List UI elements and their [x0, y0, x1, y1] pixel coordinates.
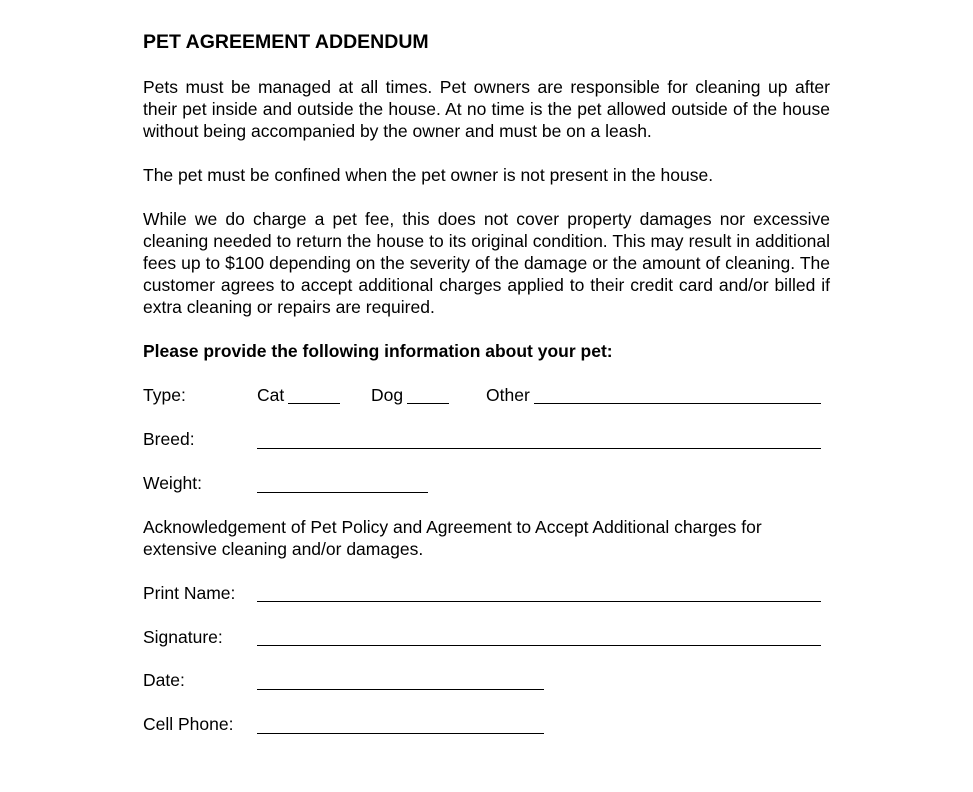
print-name-blank-line[interactable] — [257, 601, 821, 602]
pet-management-paragraph: Pets must be managed at all times. Pet owners are responsible for cleaning up after their pet inside and outside the house. At no time is the pet allowed outside of the house without being accompanied by the owner and must be on a leash. — [143, 77, 830, 141]
dog-blank-line[interactable] — [407, 403, 449, 404]
weight-label: Weight: — [143, 473, 203, 493]
acknowledgement-paragraph: Acknowledgement of Pet Policy and Agreement to Accept Additional charges for extensive cleaning and/or damages. — [143, 517, 762, 559]
type-option-cat-label: Cat — [257, 385, 285, 405]
type-option-dog — [371, 384, 403, 406]
cat-blank-line[interactable] — [288, 403, 340, 404]
type-option-other-label: Other — [486, 385, 530, 405]
cell-phone-blank-line[interactable] — [257, 733, 544, 734]
type-option-cat — [257, 384, 284, 406]
type-label: Type: — [143, 385, 186, 405]
other-blank-line[interactable] — [534, 403, 821, 404]
print-name-label: Print Name: — [143, 583, 236, 603]
type-option-other — [486, 384, 530, 406]
signature-blank-line[interactable] — [257, 645, 821, 646]
pet-info-prompt: Please provide the following information about your pet: — [143, 341, 613, 361]
breed-blank-line[interactable] — [257, 448, 821, 449]
date-label: Date: — [143, 670, 185, 690]
pet-fee-paragraph: While we do charge a pet fee, this does not cover property damages nor excessive cleaning needed to return the house to its original condition. This may result in additional fees up to $100 depending on the severity of the damage or the amount of cleaning. The customer agrees to accept additional charges applied to their credit card and/or billed if extra cleaning or repairs are required. — [143, 209, 830, 317]
weight-blank-line[interactable] — [257, 492, 428, 493]
signature-label: Signature: — [143, 627, 223, 647]
document-title: PET AGREEMENT ADDENDUM — [143, 31, 429, 53]
breed-label: Breed: — [143, 429, 195, 449]
type-option-dog-label: Dog — [371, 385, 404, 405]
cell-phone-label: Cell Phone: — [143, 714, 234, 734]
date-blank-line[interactable] — [257, 689, 544, 690]
pet-confinement-paragraph: The pet must be confined when the pet owner is not present in the house. — [143, 165, 714, 185]
